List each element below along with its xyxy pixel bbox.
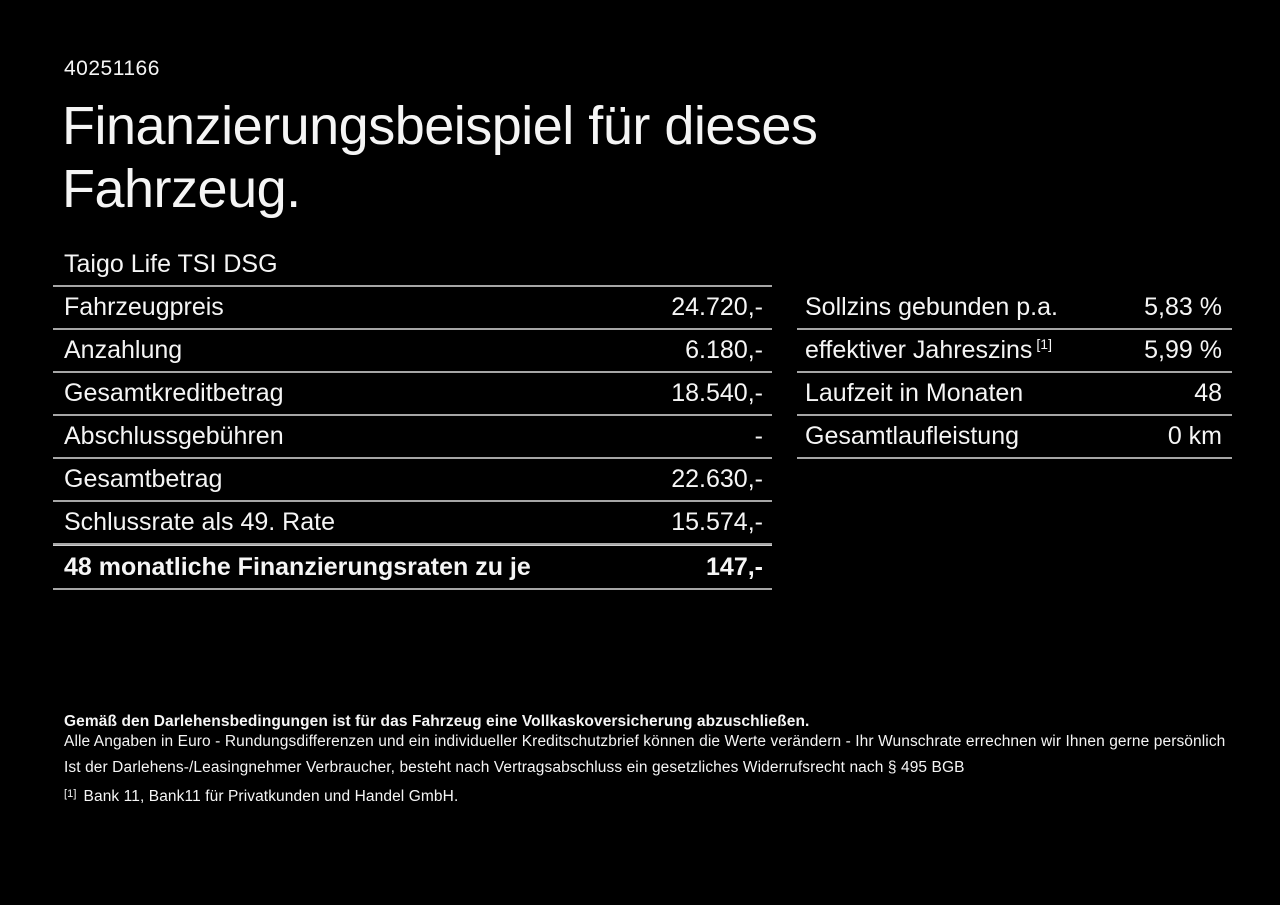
row-value: 6.180,- (685, 336, 763, 364)
table-row-fahrzeugpreis (53, 287, 772, 330)
table-row-gesamtlaufleistung (797, 416, 1232, 459)
disclaimer-line-1: Alle Angaben in Euro - Rundungsdifferenzen und ein individueller Kreditschutzbrief können die Werte verändern - Ihr Wunschrate errechnen wir Ihnen gerne persönlich (64, 733, 1226, 750)
vehicle-model: Taigo Life TSI DSG (64, 250, 278, 278)
insurance-note: Gemäß den Darlehensbedingungen ist für das Fahrzeug eine Vollkaskoversicherung abzuschließen. (64, 713, 810, 730)
conditions-table (797, 287, 1232, 459)
financing-table (53, 244, 772, 590)
row-label-text: effektiver Jahreszins (805, 336, 1033, 364)
footnote-text: Bank 11, Bank11 für Privatkunden und Handel GmbH. (83, 788, 459, 805)
footnote-marker: [1] (64, 788, 77, 800)
row-value: 0 km (1167, 422, 1222, 450)
row-label: Anzahlung (64, 336, 183, 364)
page-title-line1: Finanzierungsbeispiel für dieses (62, 96, 818, 156)
row-value: 147,- (706, 552, 763, 581)
row-value: 48 (1194, 379, 1222, 407)
table-row-effektiver-jahreszins (797, 330, 1232, 373)
document-number: 40251166 (64, 57, 160, 80)
table-row-schlussrate (53, 502, 772, 545)
row-label: Laufzeit in Monaten (805, 379, 1024, 407)
row-value: 18.540,- (671, 379, 763, 407)
row-label: Gesamtlaufleistung (805, 422, 1020, 450)
table-row-gesamtbetrag (53, 459, 772, 502)
row-value: - (754, 422, 763, 450)
row-label: 48 monatliche Finanzierungsraten zu je (64, 552, 531, 581)
table-row-laufzeit (797, 373, 1232, 416)
row-label: Gesamtbetrag (64, 465, 223, 493)
row-value: 5,99 % (1144, 336, 1222, 364)
disclaimer-line-2: Ist der Darlehens-/Leasingnehmer Verbraucher, besteht nach Vertragsabschluss ein gesetzliches Widerrufsrecht nach § 495 BGB (64, 759, 965, 776)
table-row-sollzins (797, 287, 1232, 330)
footnote (64, 784, 458, 807)
table-row-anzahlung (53, 330, 772, 373)
row-label: Gesamtkreditbetrag (64, 379, 284, 407)
vehicle-model-row (53, 244, 772, 287)
table-row-abschlussgebuehren (53, 416, 772, 459)
row-label: Fahrzeugpreis (64, 293, 224, 321)
row-label: Abschlussgebühren (64, 422, 284, 450)
row-label: Schlussrate als 49. Rate (64, 508, 335, 536)
row-value: 24.720,- (671, 293, 763, 321)
row-value: 15.574,- (671, 508, 763, 536)
table-row-gesamtkreditbetrag (53, 373, 772, 416)
row-value: 5,83 % (1144, 293, 1222, 321)
row-label: Sollzins gebunden p.a. (805, 293, 1058, 321)
page-title-line2: Fahrzeug. (62, 159, 301, 219)
row-label (805, 336, 1052, 365)
footnote-reference: [1] (1036, 336, 1052, 352)
row-value: 22.630,- (671, 465, 763, 493)
table-row-monatsrate (53, 545, 772, 590)
page-title (62, 95, 817, 221)
